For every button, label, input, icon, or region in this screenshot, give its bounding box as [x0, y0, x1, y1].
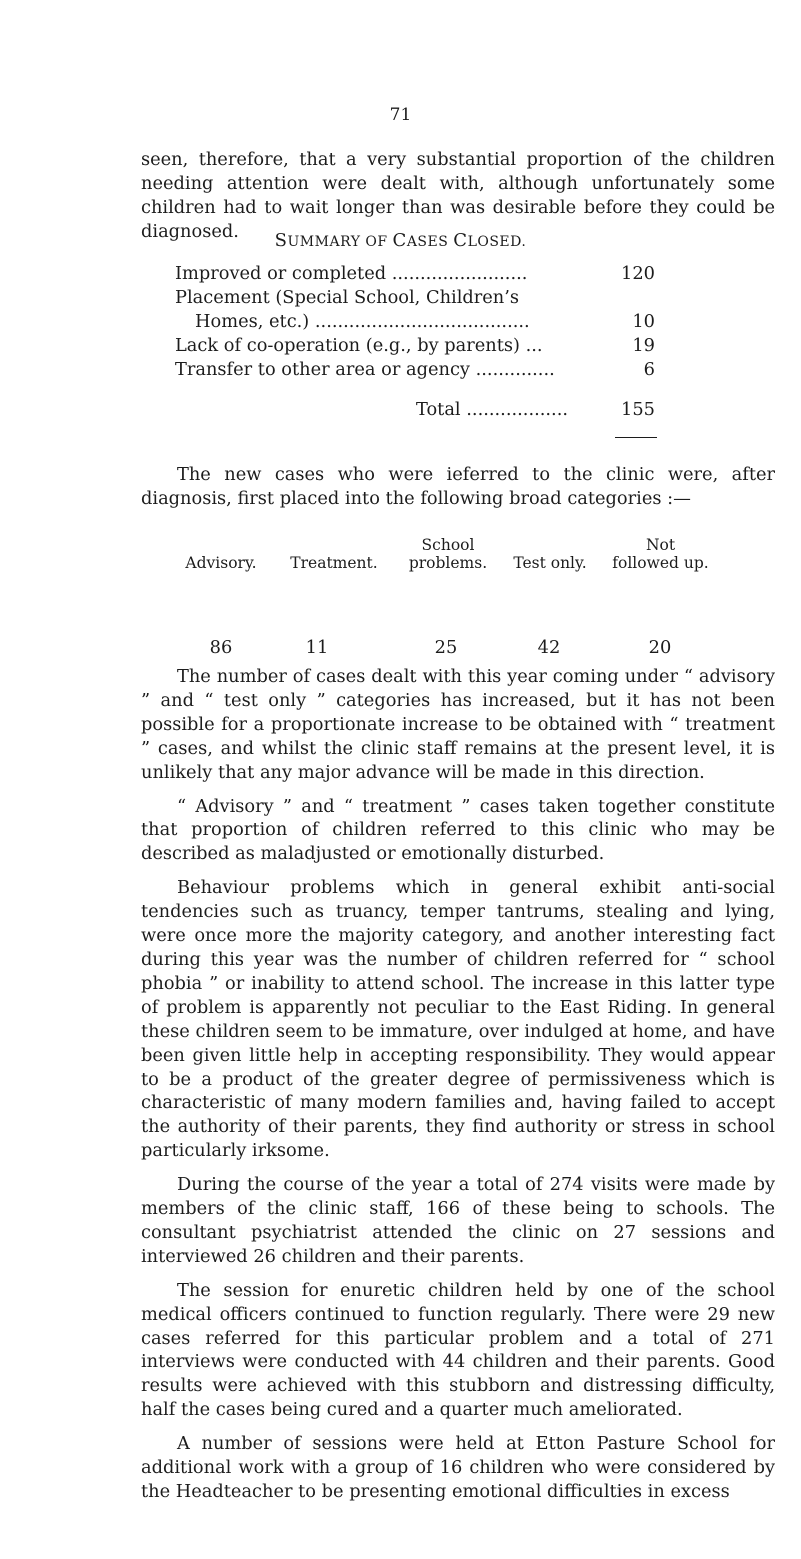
summary-title-word: UMMARY OF [287, 234, 393, 250]
summary-title-word: ASES [406, 234, 454, 250]
category-header-line2: problems. [408, 554, 488, 572]
summary-row-transfer [175, 358, 655, 382]
summary-value: 19 [632, 335, 655, 356]
category-value-school-problems: 25 [434, 637, 458, 658]
summary-row-lack-cooperation [175, 334, 655, 358]
paragraph-enuretic-session: The session for enuretic children held by one of the school medical officers continued to function regularly. There were 29 new cases referred for this particular problem and a total of 271 interviews were conducted with 44 children and their parents. Good results were achieved with this stubborn and distressing difficulty, half the cases being cured and a quarter much ameliorated. [141, 1279, 775, 1421]
paragraph-etton-pasture: A number of sessions were held at Etton Pasture School for additional work with a group of 16 children who were considered by the Headteacher to be presenting emotional difficulties in excess [141, 1433, 775, 1502]
summary-row-improved [175, 262, 655, 286]
paragraph-visits: During the course of the year a total of 274 visits were made by members of the clinic staff, 166 of these being to schools. The consultant psychiatrist attended the clinic on 27 sessions and interviewed 26 children and their parents. [141, 1174, 775, 1267]
category-value-not-followed-up: 20 [648, 637, 672, 658]
category-header-line2: Treatment. [290, 554, 378, 572]
summary-label: Improved or completed ........................ [175, 263, 528, 284]
summary-value: 10 [632, 311, 655, 332]
summary-title-initial: S [274, 230, 288, 251]
categories-intro-block [141, 463, 775, 511]
summary-total-value: 155 [621, 399, 655, 420]
category-header-advisory [176, 536, 266, 572]
summary-total-label: Total .................. [416, 399, 569, 420]
summary-label: Lack of co-operation (e.g., by parents) ... [175, 335, 543, 356]
page-number: 71 [389, 105, 412, 125]
summary-row-placement [175, 286, 655, 310]
category-header-school-problems [398, 536, 498, 572]
body-text [141, 665, 775, 1504]
summary-total-row [175, 398, 655, 422]
category-header-line1 [284, 536, 384, 554]
category-header-line2: followed up. [612, 554, 709, 572]
summary-title-initial: C [392, 230, 407, 251]
category-header-line1: School [421, 536, 475, 554]
category-header-line1 [176, 536, 266, 554]
summary-label: Transfer to other area or agency .............. [175, 359, 555, 380]
summary-label: Placement (Special School, Children’s [175, 287, 520, 308]
category-value-advisory: 86 [209, 637, 233, 658]
paragraph-number-of-cases: The number of cases dealt with this year coming under “ advisory ” and “ test only ” categories has increased, but it has not been possible for a proportionate increase to be obtained with “ treatment ” cases, and whilst the clinic staff remains at the present level, it is unlikely that any major advance will be made in this direction. [141, 666, 775, 783]
category-value-treatment: 11 [305, 637, 329, 658]
paragraph-advisory-treatment: “ Advisory ” and “ treatment ” cases taken together constitute that proportion of children referred to this clinic who may be described as maladjusted or emotionally disturbed. [141, 795, 775, 865]
category-header-line1 [505, 536, 595, 554]
summary-label: Homes, etc.) ...................................... [195, 311, 530, 332]
category-header-line2: Advisory. [185, 554, 257, 572]
category-header-line2: Test only. [513, 554, 587, 572]
summary-title [0, 230, 801, 251]
category-value-test-only: 42 [537, 637, 561, 658]
categories-intro: The new cases who were ieferred to the clinic were, after diagnosis, first placed into the following broad categories :— [141, 464, 775, 509]
category-header-not-followed-up [603, 536, 718, 572]
summary-title-initial: C [453, 230, 468, 251]
category-header-test-only [505, 536, 595, 572]
paragraph-behaviour-problems: Behaviour problems which in general exhibit anti-social tendencies such as truancy, temper tantrums, stealing and lying, were once more the majority category, and another interesting fact during this year was the number of children referred for “ school phobia ” or inability to attend school. The increase in this latter type of problem is apparently not peculiar to the East Riding. In general these children seem to be immature, over indulged at home, and have been given little help in accepting responsibility. They would appear to be a product of the greater degree of permissiveness which is characteristic of many modern families and, having failed to accept the authority of their parents, they find authority or stress in school particularly irksome. [141, 877, 775, 1162]
category-header-treatment [284, 536, 384, 572]
summary-row-placement-cont [175, 310, 655, 334]
summary-value: 120 [621, 263, 655, 284]
intro-paragraph: seen, therefore, that a very substantial proportion of the children needing attention were dealt with, although unfortunately some children had to wait longer than was desirable before they could be diagnosed. [141, 149, 775, 242]
category-header-line1: Not [645, 536, 676, 554]
summary-value: 6 [643, 359, 655, 380]
summary-title-word: LOSED. [467, 234, 527, 250]
total-underline-rule [615, 437, 657, 438]
